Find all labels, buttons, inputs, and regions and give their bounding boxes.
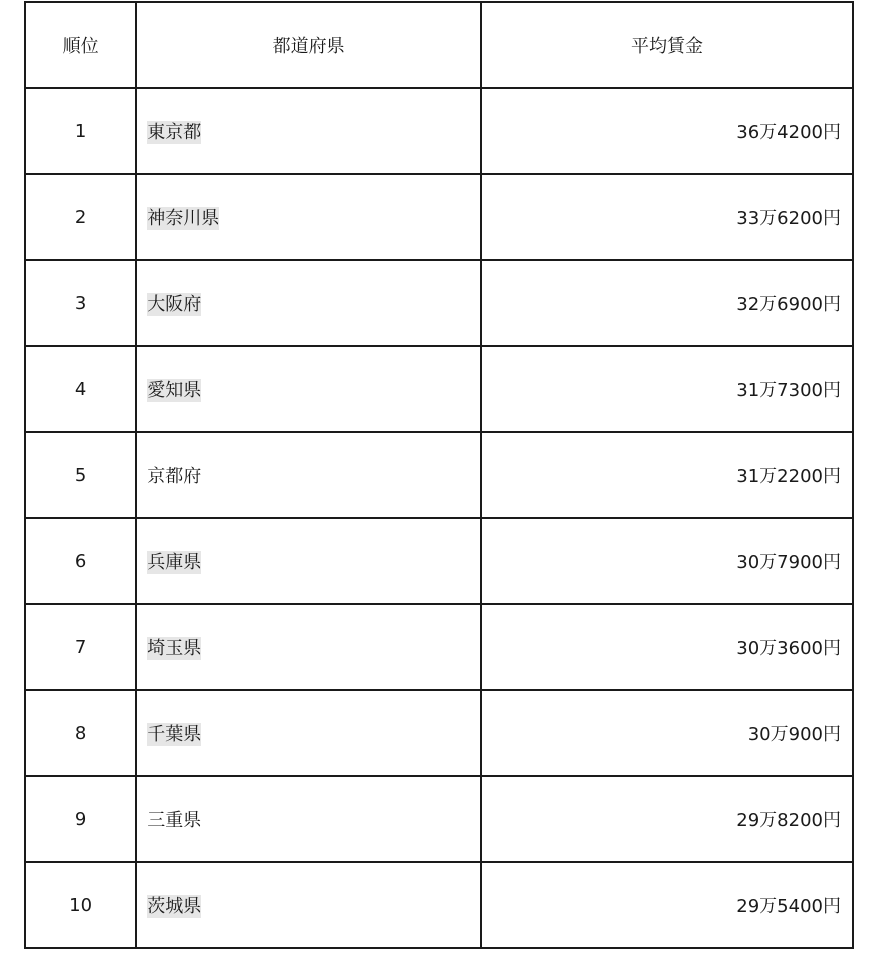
wage-cell: 36万4200円	[481, 88, 853, 174]
prefecture-cell	[136, 690, 481, 776]
prefecture-cell	[136, 518, 481, 604]
prefecture-cell	[136, 776, 481, 862]
table-row	[25, 690, 853, 776]
prefecture-name: 東京都	[147, 122, 202, 143]
prefecture-name: 神奈川県	[147, 208, 220, 229]
table-body	[25, 88, 853, 948]
prefecture-cell	[136, 346, 481, 432]
prefecture-name: 茨城県	[147, 896, 202, 917]
prefecture-cell	[136, 432, 481, 518]
wage-cell: 32万6900円	[481, 260, 853, 346]
prefecture-cell	[136, 862, 481, 948]
rank-cell: 4	[25, 346, 136, 432]
wage-cell: 29万5400円	[481, 862, 853, 948]
header-prefecture: 都道府県	[136, 2, 481, 88]
rank-cell: 6	[25, 518, 136, 604]
rank-cell: 7	[25, 604, 136, 690]
prefecture-cell	[136, 260, 481, 346]
prefecture-name: 京都府	[147, 466, 202, 487]
rank-cell: 10	[25, 862, 136, 948]
table-row	[25, 260, 853, 346]
table-row	[25, 174, 853, 260]
prefecture-name: 大阪府	[147, 294, 202, 315]
table-row	[25, 518, 853, 604]
prefecture-cell	[136, 88, 481, 174]
rank-cell: 2	[25, 174, 136, 260]
prefecture-name: 愛知県	[147, 380, 202, 401]
table-row	[25, 776, 853, 862]
prefecture-cell	[136, 174, 481, 260]
rank-cell: 9	[25, 776, 136, 862]
rank-cell: 1	[25, 88, 136, 174]
wage-cell: 33万6200円	[481, 174, 853, 260]
prefecture-name: 埼玉県	[147, 638, 202, 659]
table-row	[25, 604, 853, 690]
table-row	[25, 88, 853, 174]
wage-cell: 30万3600円	[481, 604, 853, 690]
wage-cell: 29万8200円	[481, 776, 853, 862]
rank-cell: 3	[25, 260, 136, 346]
wage-cell: 31万7300円	[481, 346, 853, 432]
rank-cell: 5	[25, 432, 136, 518]
wage-cell: 30万900円	[481, 690, 853, 776]
wage-cell: 31万2200円	[481, 432, 853, 518]
table-row	[25, 432, 853, 518]
prefecture-name: 千葉県	[147, 724, 202, 745]
prefecture-name: 兵庫県	[147, 552, 202, 573]
header-rank: 順位	[25, 2, 136, 88]
rank-cell: 8	[25, 690, 136, 776]
header-row	[25, 2, 853, 88]
prefecture-cell	[136, 604, 481, 690]
header-average-wage: 平均賃金	[481, 2, 853, 88]
wage-cell: 30万7900円	[481, 518, 853, 604]
table-row	[25, 346, 853, 432]
prefecture-name: 三重県	[147, 810, 202, 831]
table-row	[25, 862, 853, 948]
prefecture-wage-ranking-table	[24, 1, 854, 949]
table-header	[25, 2, 853, 88]
